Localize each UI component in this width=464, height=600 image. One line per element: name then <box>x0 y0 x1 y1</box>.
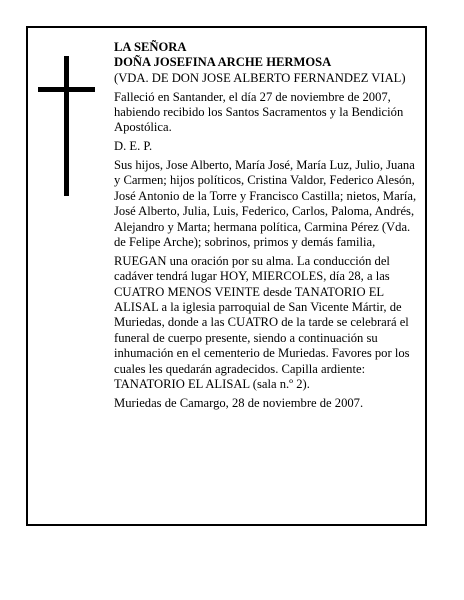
rip-line: D. E. P. <box>114 139 153 154</box>
cross-vertical-bar <box>64 56 69 196</box>
funeral-details: RUEGAN una oración por su alma. La conducción del cadáver tendrá lugar HOY, MIERCOLES, día 28, a las CUATRO MENOS VEINTE desde TANATORIO EL ALISAL a la iglesia parroquial de San Vicente Mártir, de Muriedas, donde a las CUATRO de la tarde se celebrará el funeral de cuerpo presente, siendo a continuación su inhumación en el cementerio de Muriedas. Favores por los cuales les quedarán agradecidos. Capilla ardiente: TANATORIO EL ALISAL (sala n.º 2). <box>114 253 410 392</box>
deceased-name: DOÑA JOSEFINA ARCHE HERMOSA <box>114 55 332 70</box>
obituary-title: LA SEÑORA <box>114 40 187 54</box>
widow-of-line: (VDA. DE DON JOSE ALBERTO FERNANDEZ VIAL) <box>114 70 406 85</box>
place-date: Muriedas de Camargo, 28 de noviembre de 2007. <box>114 395 364 410</box>
obituary-text <box>114 40 418 415</box>
family-list: Sus hijos, Jose Alberto, María José, María Luz, Julio, Juana y Carmen; hijos políticos, Cristina Valdor, Federico Alesón, José Antonio de la Torre y Francisco Castilla; nietos, María, José Alberto, Julia, Luis, Federico, Carlos, Paloma, Andrés, Alejandro y Marta; hermana política, Carmina Pérez (Vda. de Felipe Arche); sobrinos, primos y demás familia, <box>114 158 417 250</box>
cross-horizontal-bar <box>38 87 95 92</box>
death-announcement: Falleció en Santander, el día 27 de noviembre de 2007, habiendo recibido los Santos Sacramentos y la Bendición Apostólica. <box>114 89 404 135</box>
